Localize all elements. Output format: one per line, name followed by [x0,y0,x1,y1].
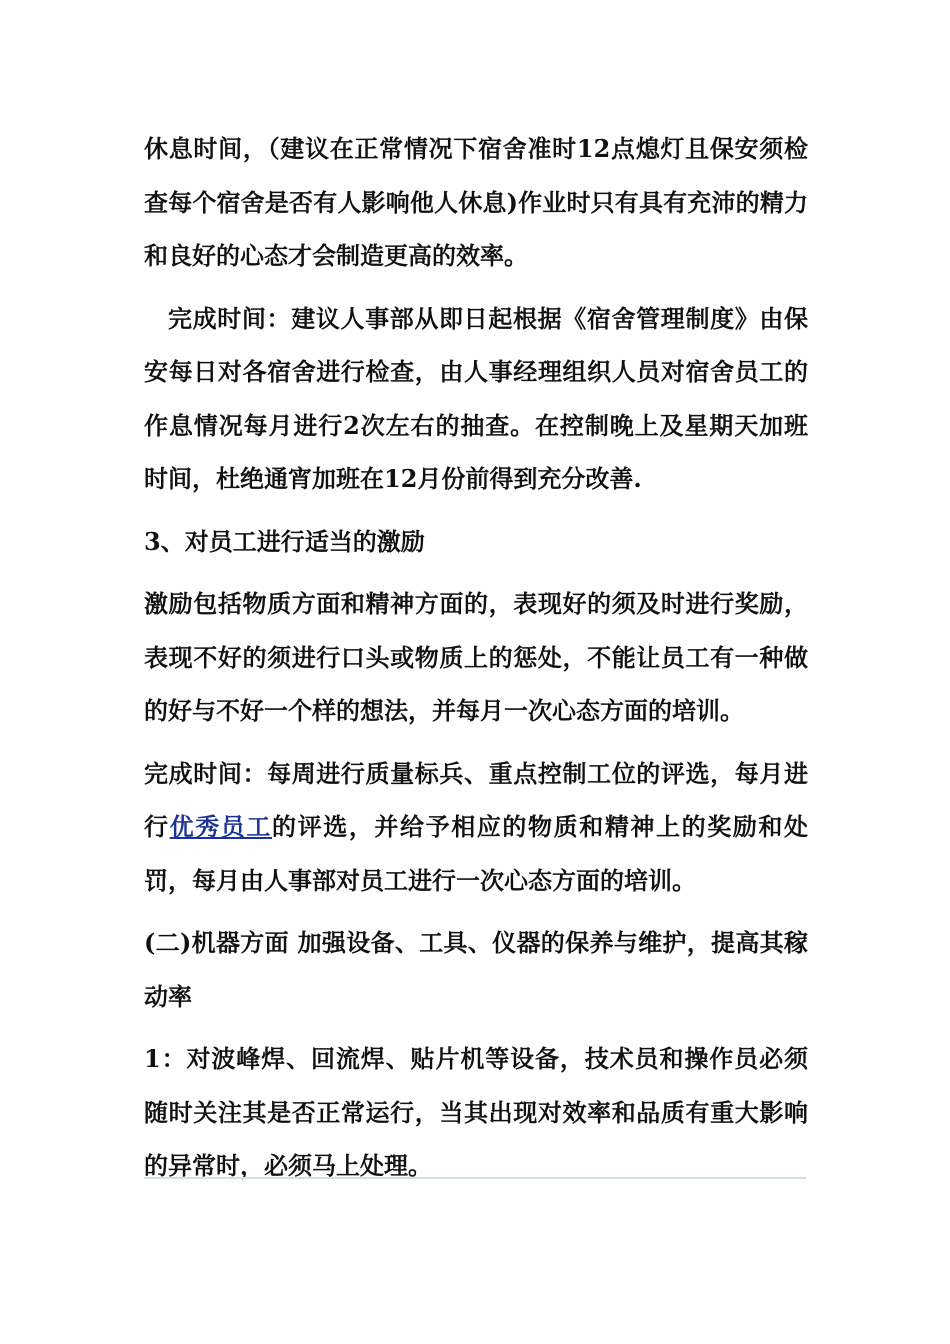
paragraph-incentive: 激励包括物质方面和精神方面的，表现好的须及时进行奖励，表现不好的须进行口头或物质上的惩处，不能让员工有一种做的好与不好一个样的想法，并每月一次心态方面的培训。 [144,589,808,725]
footer-divider [144,1177,806,1179]
heading-employee-incentive: 3、对员工进行适当的激励 [144,526,425,556]
completion-evaluation-text-after: 的评选，并给予相应的物质和精神上的奖励和处罚，每月由人事部对员工进行一次心态方面的培训。 [144,812,809,895]
document-body [144,122,808,1193]
paragraph-completion-evaluation [144,747,808,908]
paragraph-equipment-monitoring: 1：对波峰焊、回流焊、贴片机等设备，技术员和操作员必须随时关注其是否正常运行，当其出现对效率和品质有重大影响的异常时，必须马上处理。 [144,1044,808,1180]
completion-evaluation-text-before: 完成时间：每周进行质量标兵、重点控制工位的评选，每月进行 [144,758,808,841]
heading-machine-aspect: (二)机器方面 加强设备、工具、仪器的保养与维护，提高其稼动率 [144,928,808,1011]
outstanding-employee-link[interactable]: 优秀员工 [169,812,273,841]
paragraph-rest-time: 休息时间，（建议在正常情况下宿舍准时12点熄灯且保安须检查每个宿舍是否有人影响他人休息)作业时只有具有充沛的精力和良好的心态才会制造更高的效率。 [144,134,808,270]
paragraph-completion-dormitory: 完成时间：建议人事部从即日起根据《宿舍管理制度》由保安每日对各宿舍进行检查，由人事经理组织人员对宿舍员工的作息情况每月进行2次左右的抽查。在控制晚上及星期天加班时间，杜绝通宵加班在12月份前得到充分改善. [144,303,808,493]
